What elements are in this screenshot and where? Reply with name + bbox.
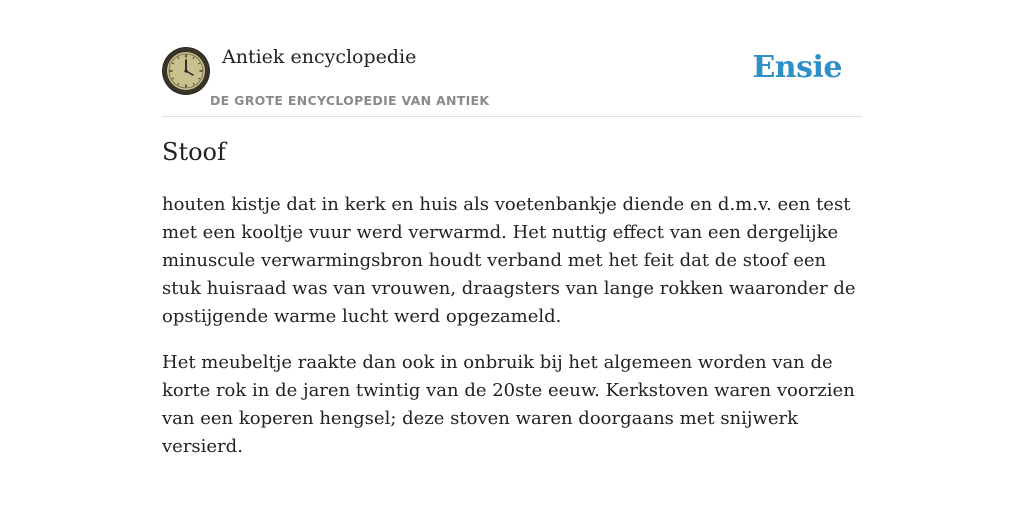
site-name[interactable]: Antiek encyclopedie <box>222 46 417 68</box>
brand-logo[interactable]: Ensie <box>752 50 842 85</box>
article-body <box>162 191 864 479</box>
article-paragraph: houten kistje dat in kerk en huis als voetenbankje diende en d.m.v. een test met een kooltje vuur werd verwarmd. Het nuttig effect van een dergelijke minuscule verwarmingsbron houdt verband met het feit dat de stoof een stuk huisraad was van vrouwen, draagsters van lange rokken waaronder de opstijgende warme lucht werd opgezameld. <box>162 194 856 327</box>
article-paragraph: Het meubeltje raakte dan ook in onbruik bij het algemeen worden van de korte rok in de jaren twintig van de 20ste eeuw. Kerkstoven waren voorzien van een koperen hengsel; deze stoven waren doorgaans met snijwerk versierd. <box>162 352 855 457</box>
site-subtitle: DE GROTE ENCYCLOPEDIE VAN ANTIEK <box>210 93 490 108</box>
page-title: Stoof <box>162 138 226 166</box>
site-header <box>162 44 862 117</box>
clock-icon[interactable] <box>162 47 210 95</box>
